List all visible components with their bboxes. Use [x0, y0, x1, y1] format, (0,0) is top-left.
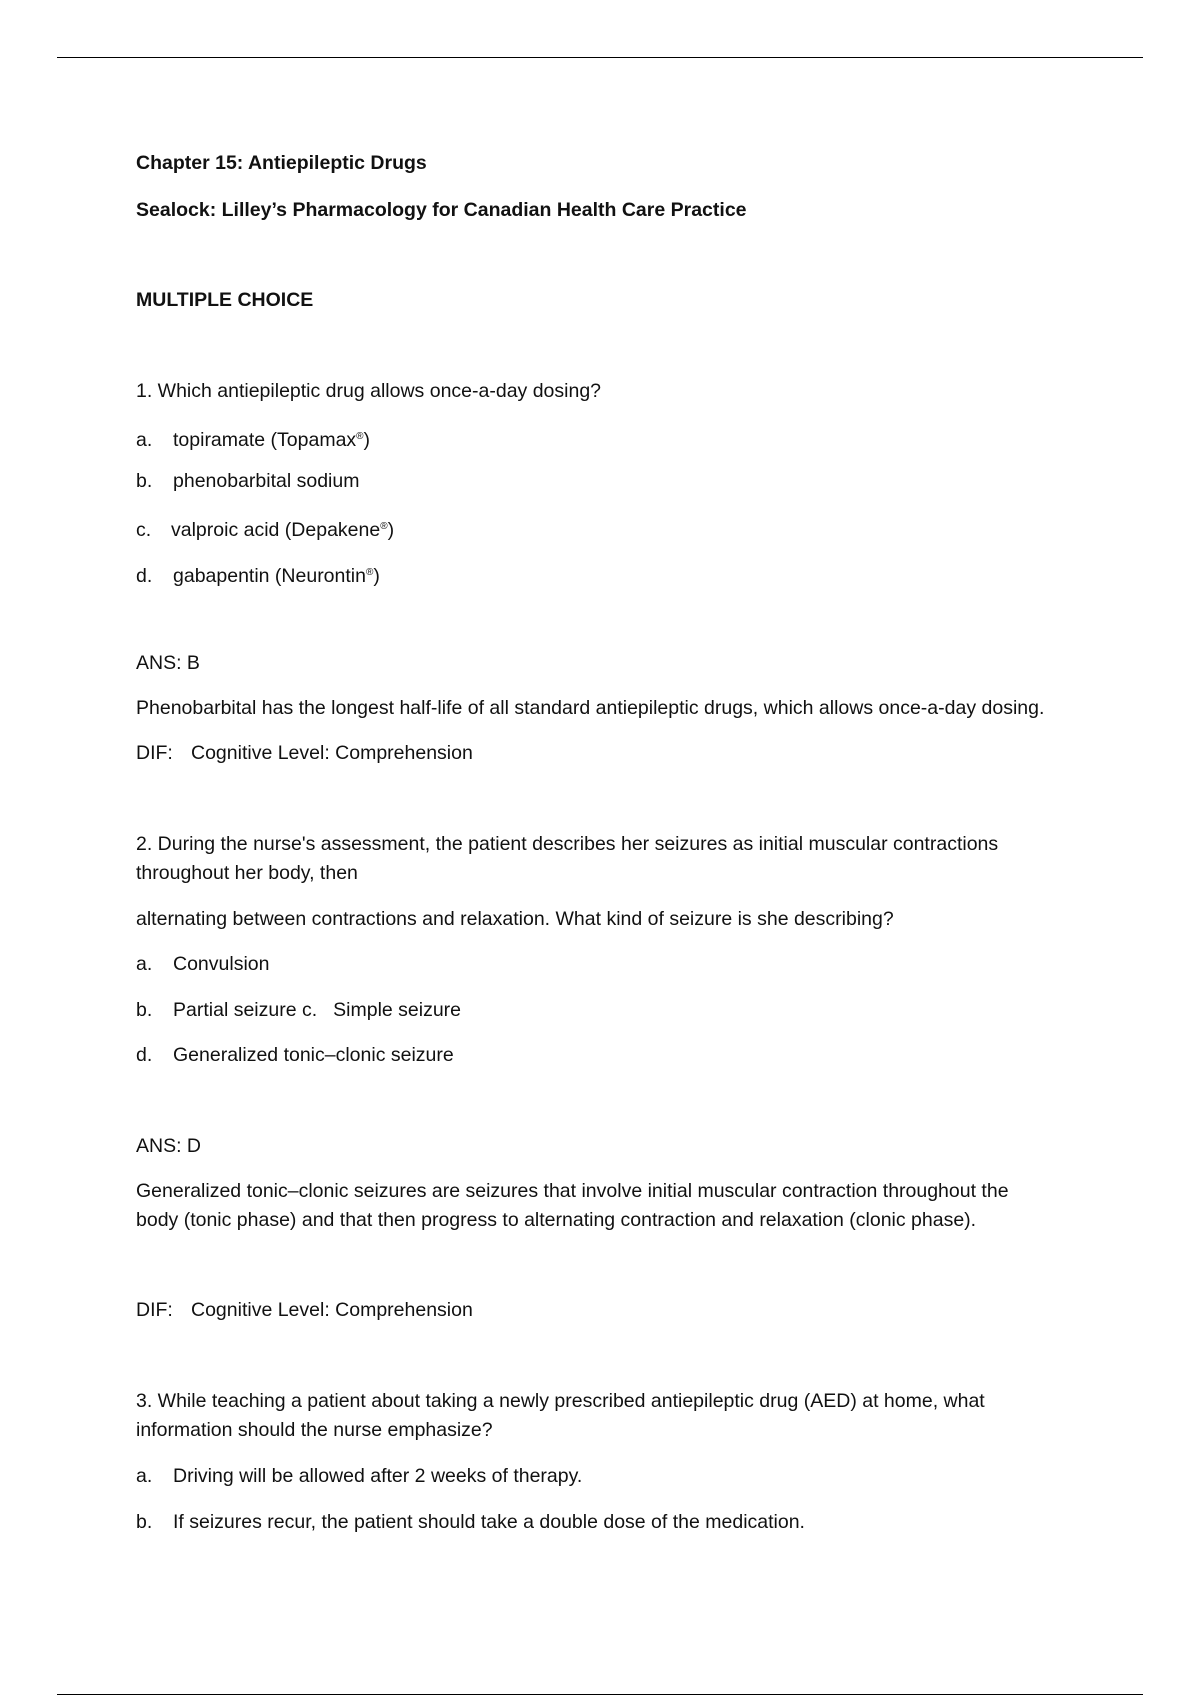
option-text: If seizures recur, the patient should take a double dose of the medication. — [173, 1511, 805, 1533]
question-2-stem-line-2: throughout her body, then — [136, 862, 358, 884]
question-2-difficulty — [136, 1296, 473, 1325]
option-text-c: Simple seizure — [333, 999, 462, 1021]
registered-mark: ® — [356, 431, 364, 442]
question-1-rationale: Phenobarbital has the longest half-life of all standard antiepileptic drugs, which allows once-a-day dosing. — [136, 697, 1045, 719]
question-3-option-a — [136, 1462, 582, 1491]
option-letter: d. — [136, 565, 153, 587]
question-1-stem: 1. Which antiepileptic drug allows once-a-day dosing? — [136, 380, 602, 402]
question-2-option-d — [136, 1041, 454, 1070]
question-2-stem-line-1: 2. During the nurse's assessment, the patient describes her seizures as initial muscular contractions — [136, 833, 999, 855]
question-2-stem-line-3: alternating between contractions and relaxation. What kind of seizure is she describing? — [136, 908, 894, 930]
option-letter: b. — [136, 999, 153, 1021]
question-3-stem-line-2: information should the nurse emphasize? — [136, 1419, 493, 1441]
difficulty-value: Cognitive Level: Comprehension — [191, 1299, 473, 1321]
difficulty-value: Cognitive Level: Comprehension — [191, 742, 473, 764]
option-letter: a. — [136, 429, 153, 451]
option-close: ) — [363, 429, 371, 451]
section-title: MULTIPLE CHOICE — [136, 289, 314, 311]
book-title: Sealock: Lilley’s Pharmacology for Canadian Health Care Practice — [136, 199, 747, 221]
option-letter: b. — [136, 470, 153, 492]
question-2-answer: ANS: D — [136, 1135, 202, 1157]
chapter-title: Chapter 15: Antiepileptic Drugs — [136, 152, 427, 174]
option-text: topiramate (Topamax — [173, 429, 357, 451]
registered-mark: ® — [380, 521, 388, 532]
question-3-option-b — [136, 1508, 805, 1537]
option-close: ) — [373, 565, 380, 587]
option-letter: c. — [136, 519, 152, 541]
option-letter: d. — [136, 1044, 153, 1066]
option-letter: a. — [136, 953, 153, 975]
option-text: phenobarbital sodium — [173, 470, 360, 492]
difficulty-label: DIF: — [136, 742, 173, 764]
question-2-option-b — [136, 996, 461, 1025]
question-2-rationale-line-2: body (tonic phase) and that then progress to alternating contraction and relaxation (clonic phase). — [136, 1209, 977, 1231]
option-letter: b. — [136, 1511, 153, 1533]
question-1-answer: ANS: B — [136, 652, 200, 674]
option-text: Convulsion — [173, 953, 270, 975]
question-1-option-a — [136, 422, 370, 455]
top-rule — [57, 57, 1143, 58]
option-text: gabapentin (Neurontin — [173, 565, 366, 587]
difficulty-label: DIF: — [136, 1299, 173, 1321]
option-text: Generalized tonic–clonic seizure — [173, 1044, 454, 1066]
option-letter: a. — [136, 1465, 153, 1487]
question-1-option-d — [136, 558, 380, 591]
question-2-rationale-line-1: Generalized tonic–clonic seizures are seizures that involve initial muscular contraction throughout the — [136, 1180, 1009, 1202]
bottom-rule — [57, 1694, 1143, 1695]
question-3-stem-line-1: 3. While teaching a patient about taking a newly prescribed antiepileptic drug (AED) at home, what — [136, 1390, 985, 1412]
question-1-option-c — [136, 512, 394, 545]
option-text: valproic acid (Depakene — [171, 519, 381, 541]
option-close: ) — [387, 519, 395, 541]
option-text: Driving will be allowed after 2 weeks of therapy. — [173, 1465, 583, 1487]
question-2-option-a — [136, 950, 269, 979]
question-1-difficulty — [136, 739, 473, 768]
registered-mark: ® — [365, 567, 374, 578]
option-text: Partial seizure c. — [173, 999, 318, 1021]
question-1-option-b — [136, 467, 359, 496]
